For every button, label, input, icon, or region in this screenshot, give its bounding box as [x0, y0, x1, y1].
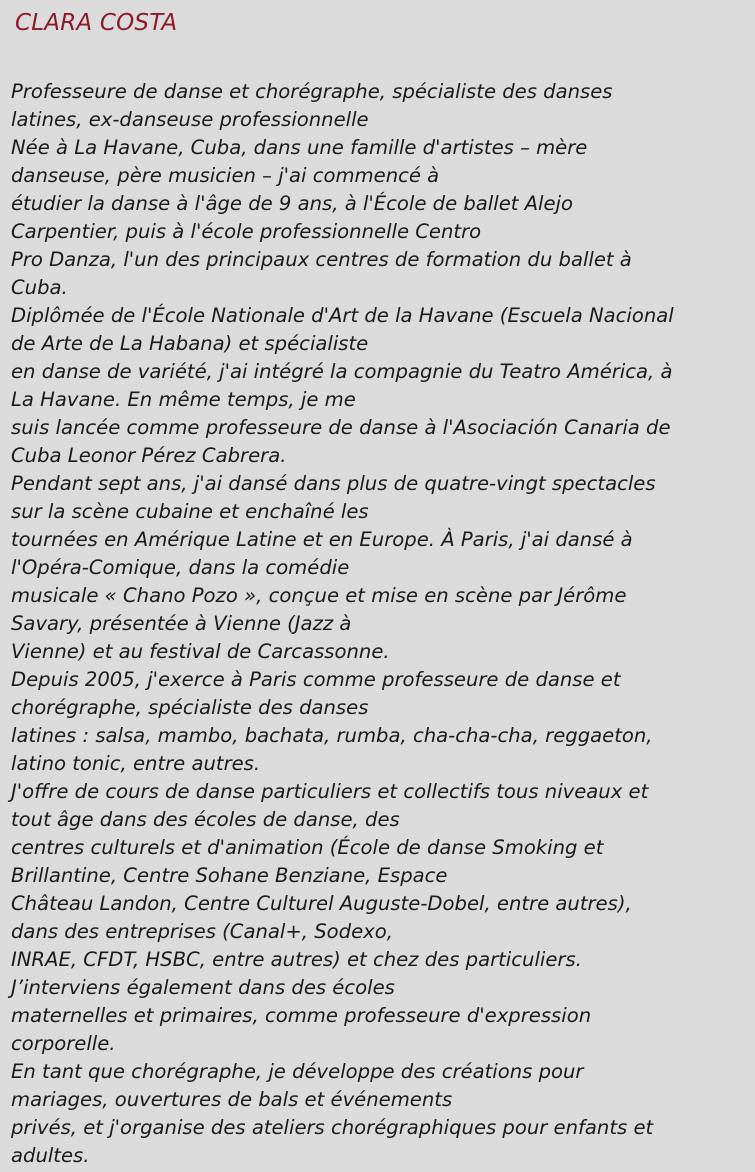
bio-line: en danse de variété, j'ai intégré la compagnie du Teatro América, à — [11, 360, 673, 383]
bio-line: latines, ex-danseuse professionnelle — [11, 108, 369, 131]
bio-line: tournées en Amérique Latine et en Europe. À Paris, j'ai dansé à — [11, 528, 633, 551]
bio-line: Château Landon, Centre Culturel Auguste-Dobel, entre autres), — [11, 892, 632, 915]
bio-line: l'Opéra-Comique, dans la comédie — [11, 556, 350, 579]
bio-line: dans des entreprises (Canal+, Sodexo, — [11, 920, 393, 943]
bio-line: sur la scène cubaine et enchaîné les — [11, 500, 369, 523]
bio-line: suis lancée comme professeure de danse à l'Asociación Canaria de — [11, 416, 671, 439]
bio-line: La Havane. En même temps, je me — [11, 388, 356, 411]
bio-line: Carpentier, puis à l'école professionnelle Centro — [11, 220, 482, 243]
bio-line: Pendant sept ans, j'ai dansé dans plus de quatre-vingt spectacles — [11, 472, 656, 495]
bio-line: Vienne) et au festival de Carcassonne. — [11, 640, 390, 663]
bio-line: J’interviens également dans des écoles — [11, 976, 395, 999]
bio-line: J'offre de cours de danse particuliers et collectifs tous niveaux et — [11, 780, 649, 803]
bio-line: Diplômée de l'École Nationale d'Art de la Havane (Escuela Nacional — [11, 304, 674, 327]
bio-line: privés, et j'organise des ateliers chorégraphiques pour enfants et — [11, 1116, 654, 1139]
bio-text — [11, 78, 749, 1170]
bio-line: centres culturels et d'animation (École de danse Smoking et — [11, 836, 604, 859]
bio-line: adultes. — [11, 1144, 90, 1167]
bio-line: En tant que chorégraphe, je développe des créations pour — [11, 1060, 584, 1083]
bio-line: tout âge dans des écoles de danse, des — [11, 808, 400, 831]
bio-line: latino tonic, entre autres. — [11, 752, 261, 775]
bio-line: étudier la danse à l'âge de 9 ans, à l'École de ballet Alejo — [11, 192, 573, 215]
bio-line: Savary, présentée à Vienne (Jazz à — [11, 612, 352, 635]
bio-line: chorégraphe, spécialiste des danses — [11, 696, 369, 719]
bio-line: de Arte de La Habana) et spécialiste — [11, 332, 369, 355]
bio-line: mariages, ouvertures de bals et événements — [11, 1088, 453, 1111]
bio-line: maternelles et primaires, comme professeure d'expression — [11, 1004, 592, 1027]
bio-line: INRAE, CFDT, HSBC, entre autres) et chez des particuliers. — [11, 948, 582, 971]
bio-line: Cuba. — [11, 276, 68, 299]
bio-line: Pro Danza, l'un des principaux centres de formation du ballet à — [11, 248, 632, 271]
bio-line: Née à La Havane, Cuba, dans une famille d'artistes – mère — [11, 136, 588, 159]
page-title: CLARA COSTA — [15, 10, 178, 36]
bio-line: Professeure de danse et chorégraphe, spécialiste des danses — [11, 80, 613, 103]
bio-line: danseuse, père musicien – j'ai commencé à — [11, 164, 440, 187]
bio-line: latines : salsa, mambo, bachata, rumba, cha-cha-cha, reggaeton, — [11, 724, 653, 747]
bio-line: Depuis 2005, j'exerce à Paris comme professeure de danse et — [11, 668, 621, 691]
bio-line: Brillantine, Centre Sohane Benziane, Espace — [11, 864, 448, 887]
bio-line: corporelle. — [11, 1032, 116, 1055]
bio-line: musicale « Chano Pozo », conçue et mise en scène par Jérôme — [11, 584, 627, 607]
bio-line: Cuba Leonor Pérez Cabrera. — [11, 444, 287, 467]
